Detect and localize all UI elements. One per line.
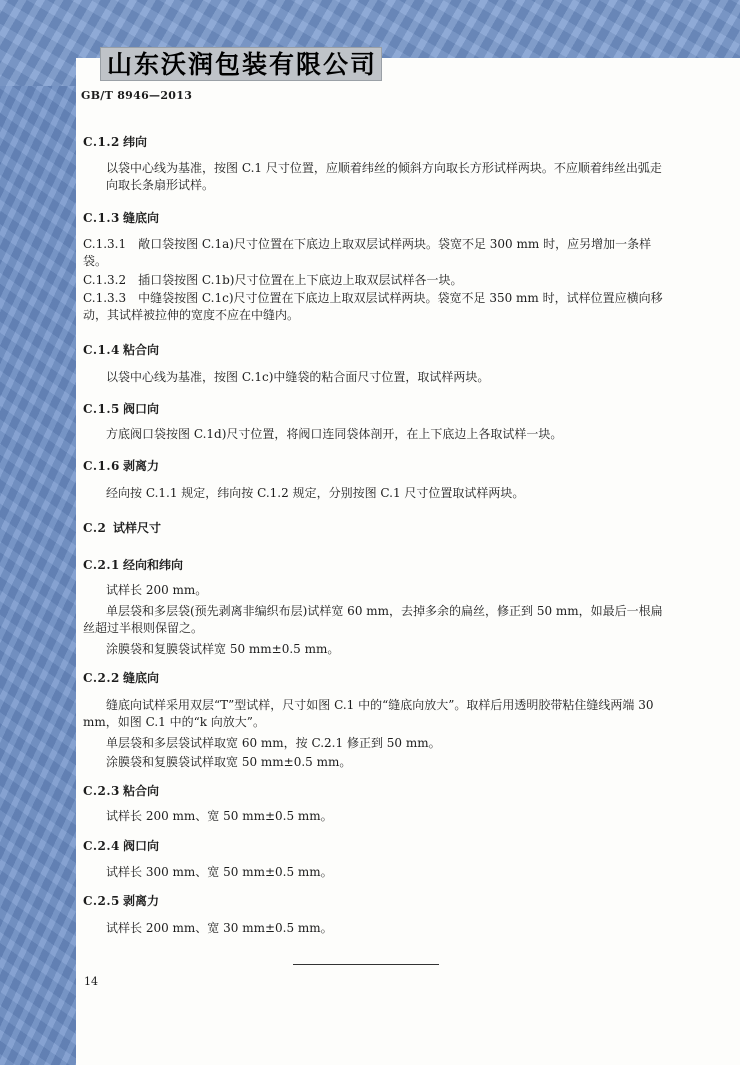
page-number: 14 bbox=[84, 975, 98, 988]
heading-c12: C.1.2 纬向 bbox=[83, 135, 148, 149]
para-c25: 试样长 200 mm、宽 30 mm±0.5 mm。 bbox=[106, 921, 333, 935]
para-c22-2: 单层袋和多层袋试样取宽 60 mm，按 C.2.1 修正到 50 mm。 bbox=[106, 736, 441, 750]
heading-c22: C.2.2 缝底向 bbox=[83, 671, 160, 685]
para-c24: 试样长 300 mm、宽 50 mm±0.5 mm。 bbox=[106, 865, 333, 879]
heading-c14: C.1.4 粘合向 bbox=[83, 343, 160, 357]
document-page bbox=[76, 86, 740, 1065]
item-c131: C.1.3.1 敞口袋按图 C.1a)尺寸位置在下底边上取双层试样两块。袋宽不足 300 mm 时，应另增加一条样袋。 bbox=[83, 237, 652, 268]
para-c16: 经向按 C.1.1 规定，纬向按 C.1.2 规定，分别按图 C.1 尺寸位置取试样两块。 bbox=[106, 486, 525, 500]
para-c22-1: 缝底向试样采用双层“T”型试样，尺寸如图 C.1 中的“缝底向放大”。取样后用透明胶带粘住缝线两端 30 mm，如图 C.1 中的“k 向放大”。 bbox=[83, 698, 654, 729]
para-c21-3: 涂膜袋和复膜袋试样宽 50 mm±0.5 mm。 bbox=[106, 642, 340, 656]
para-c15: 方底阀口袋按图 C.1d)尺寸位置，将阀口连同袋体剖开，在上下底边上各取试样一块。 bbox=[106, 427, 563, 441]
heading-c25: C.2.5 剥离力 bbox=[83, 894, 160, 908]
company-watermark-banner: 山东沃润包装有限公司 bbox=[100, 47, 382, 81]
heading-c13: C.1.3 缝底向 bbox=[83, 211, 160, 225]
para-c23: 试样长 200 mm、宽 50 mm±0.5 mm。 bbox=[106, 809, 333, 823]
heading-c21: C.2.1 经向和纬向 bbox=[83, 558, 184, 572]
para-c21-1: 试样长 200 mm。 bbox=[106, 583, 208, 597]
footer-rule bbox=[293, 964, 439, 965]
heading-c16: C.1.6 剥离力 bbox=[83, 459, 160, 473]
item-c132: C.1.3.2 插口袋按图 C.1b)尺寸位置在上下底边上取双层试样各一块。 bbox=[83, 273, 463, 287]
para-c14: 以袋中心线为基准，按图 C.1c)中缝袋的粘合面尺寸位置，取试样两块。 bbox=[106, 370, 490, 384]
item-c133: C.1.3.3 中缝袋按图 C.1c)尺寸位置在下底边上取双层试样两块。袋宽不足 350 mm 时，试样位置应横向移动，其试样被拉伸的宽度不应在中缝内。 bbox=[83, 291, 663, 322]
heading-c15: C.1.5 阀口向 bbox=[83, 402, 160, 416]
background-texture-left bbox=[0, 0, 76, 1065]
para-c12: 以袋中心线为基准，按图 C.1 尺寸位置，应顺着纬丝的倾斜方向取长方形试样两块。不应顺着纬丝出弧走向取长条扇形试样。 bbox=[106, 161, 662, 192]
heading-c2: C.2 试样尺寸 bbox=[83, 521, 162, 535]
heading-c23: C.2.3 粘合向 bbox=[83, 784, 160, 798]
para-c21-2: 单层袋和多层袋(预先剥离非编织布层)试样宽 60 mm，去掉多余的扁丝，修正到 50 mm，如最后一根扁丝超过半根则保留之。 bbox=[83, 604, 663, 635]
standard-code: GB/T 8946—2013 bbox=[81, 89, 193, 102]
heading-c24: C.2.4 阀口向 bbox=[83, 839, 160, 853]
para-c22-3: 涂膜袋和复膜袋试样取宽 50 mm±0.5 mm。 bbox=[106, 755, 352, 769]
